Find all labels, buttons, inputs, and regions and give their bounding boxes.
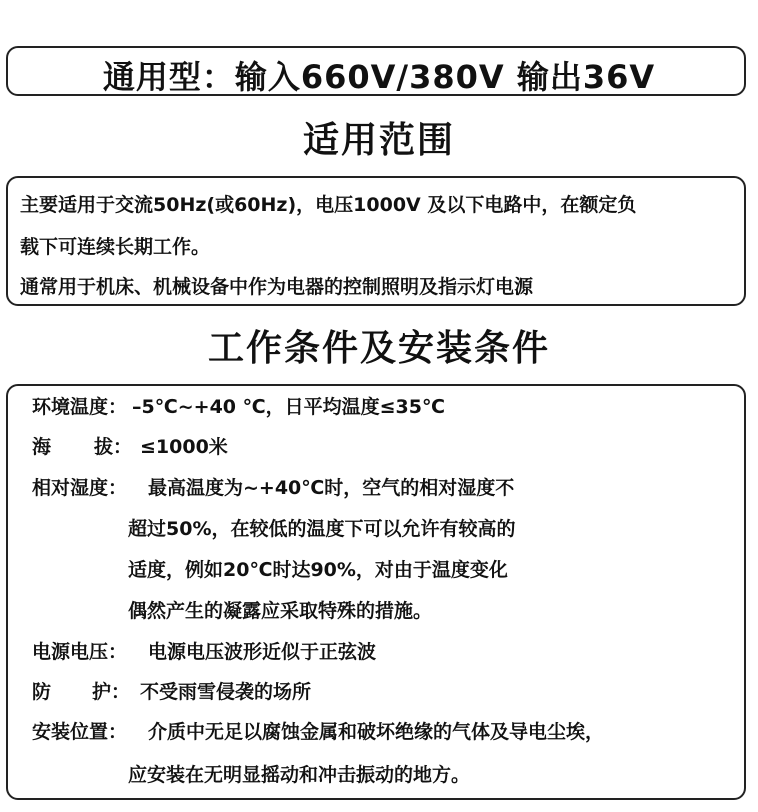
scope-line-3: 通常用于机床、机械设备中作为电器的控制照明及指示灯电源 (20, 276, 534, 298)
altitude-label-b: 拔： (94, 436, 133, 458)
protection-label-b: 护： (92, 681, 131, 703)
altitude-label-a: 海 (32, 436, 52, 458)
humidity-value-4: 偶然产生的凝露应采取特殊的措施。 (128, 600, 433, 622)
install-location-value-1: 介质中无足以腐蚀金属和破坏绝缘的气体及导电尘埃， (148, 721, 605, 743)
protection-value: 不受雨雪侵袭的场所 (140, 681, 312, 703)
install-location-label: 安装位置： (32, 721, 128, 743)
altitude-value: ≤1000米 (140, 436, 228, 458)
humidity-value-2: 超过50%，在较低的温度下可以允许有较高的 (128, 518, 516, 540)
conditions-heading: 工作条件及安装条件 (207, 328, 550, 369)
scope-line-1: 主要适用于交流50Hz(或60Hz)，电压1000V 及以下电路中，在额定负 (20, 194, 637, 216)
scope-heading: 适用范围 (302, 120, 455, 161)
install-location-value-2: 应安装在无明显摇动和冲击振动的地方。 (128, 764, 471, 786)
protection-label-a: 防 (32, 681, 52, 703)
humidity-label: 相对湿度： (32, 477, 128, 499)
humidity-value-1: 最高温度为~+40℃时，空气的相对湿度不 (148, 477, 515, 499)
power-voltage-label: 电源电压： (32, 641, 128, 663)
power-voltage-value: 电源电压波形近似于正弦波 (148, 641, 377, 663)
env-temp-value: –5℃~+40 ℃，日平均温度≤35℃ (132, 396, 445, 418)
env-temp-label: 环境温度： (32, 396, 128, 418)
humidity-value-3: 适度，例如20℃时达90%，对由于温度变化 (128, 559, 508, 581)
scope-line-2: 载下可连续长期工作。 (20, 236, 211, 258)
page-title: 通用型：输入660V/380V 输出36V (102, 58, 656, 96)
